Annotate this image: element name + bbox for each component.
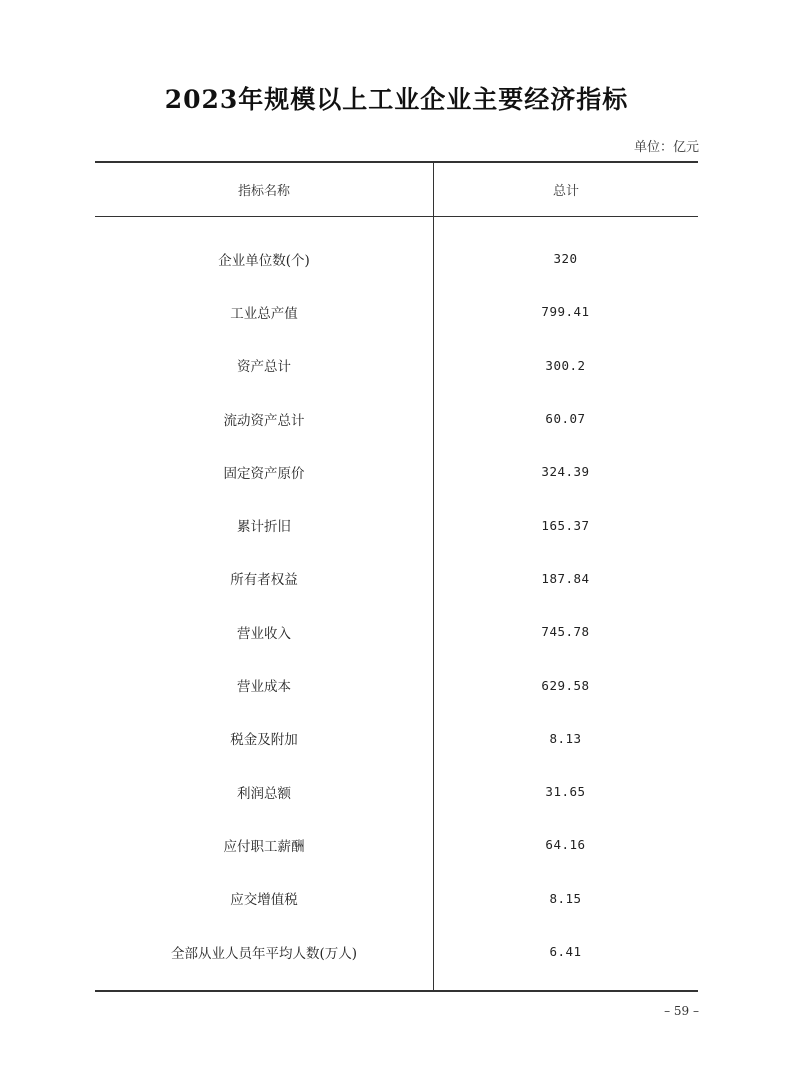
table-row [95, 445, 698, 498]
indicator-name: 应付职工薪酬 [223, 838, 305, 855]
indicator-value: 60.07 [545, 411, 586, 427]
indicator-value: 629.58 [541, 677, 590, 693]
table-bottom-rule [95, 990, 698, 992]
table-row [95, 392, 698, 445]
indicator-name: 营业收入 [237, 625, 291, 642]
indicator-value: 300.2 [545, 357, 586, 373]
table-body [95, 232, 698, 978]
indicator-value: 8.15 [549, 890, 582, 906]
table-row [95, 285, 698, 338]
indicator-value: 320 [553, 251, 578, 267]
table-row [95, 872, 698, 925]
indicator-value: 31.65 [545, 784, 586, 800]
column-header-name: 指标名称 [237, 184, 290, 199]
indicator-name: 全部从业人员年平均人数(万人) [170, 945, 358, 962]
indicator-name: 利润总额 [237, 785, 291, 802]
indicator-name: 流动资产总计 [223, 412, 305, 429]
indicator-name: 工业总产值 [230, 305, 298, 322]
table-row [95, 232, 698, 285]
indicator-value: 187.84 [541, 570, 590, 586]
indicator-name: 所有者权益 [230, 572, 298, 589]
page-title: 2023年规模以上工业企业主要经济指标 [164, 85, 629, 114]
indicator-value: 8.13 [549, 730, 582, 746]
table-row [95, 658, 698, 711]
indicator-name: 固定资产原价 [223, 465, 305, 482]
table-row [95, 552, 698, 605]
indicator-value: 324.39 [541, 464, 590, 480]
indicator-name: 企业单位数(个) [218, 252, 310, 269]
table-row [95, 765, 698, 818]
page-number: – 59 – [664, 1004, 699, 1018]
indicator-value: 799.41 [541, 304, 590, 320]
table-header-rule [95, 216, 698, 217]
table-top-rule [95, 161, 698, 163]
column-header-total: 总计 [552, 184, 579, 199]
table-row [95, 712, 698, 765]
indicator-value: 64.16 [545, 837, 586, 853]
indicator-name: 资产总计 [237, 359, 291, 376]
table-row [95, 818, 698, 871]
indicator-name: 应交增值税 [230, 892, 298, 909]
table-row [95, 498, 698, 551]
indicator-value: 745.78 [541, 624, 590, 640]
indicator-value: 165.37 [541, 517, 590, 533]
unit-label: 单位：亿元 [633, 140, 699, 155]
indicator-name: 税金及附加 [230, 732, 298, 749]
table-row [95, 339, 698, 392]
table-row [95, 925, 698, 978]
indicator-name: 营业成本 [237, 679, 291, 696]
indicator-name: 累计折旧 [237, 519, 291, 536]
table-row [95, 605, 698, 658]
indicator-value: 6.41 [549, 944, 582, 959]
